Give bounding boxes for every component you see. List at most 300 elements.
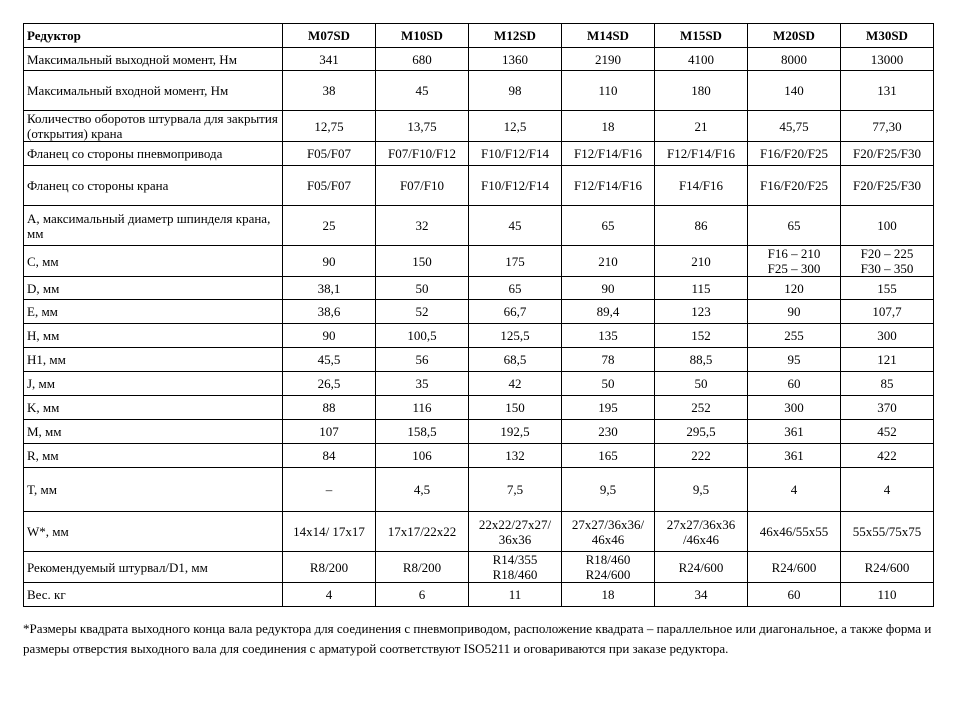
- table-body: [24, 48, 934, 607]
- cell-text: 38: [322, 83, 336, 98]
- row-label: Фланец со стороны крана: [24, 166, 283, 206]
- cell-text: 107,7: [872, 304, 902, 319]
- cell-text: 152: [691, 328, 711, 343]
- table-row: [24, 166, 934, 206]
- table-row: [24, 71, 934, 111]
- header-model: M07SD: [283, 24, 376, 48]
- row-label: H, мм: [24, 324, 283, 348]
- table-row: [24, 48, 934, 71]
- table-cell: [841, 396, 934, 420]
- table-cell: [562, 246, 655, 277]
- cell-text: 115: [691, 280, 711, 296]
- cell-text: 4100: [688, 51, 714, 67]
- cell-text: 6: [418, 587, 426, 602]
- cell-text: 422: [877, 448, 897, 463]
- cell-text: 60: [787, 587, 801, 602]
- cell-text: 175: [505, 253, 525, 269]
- row-label: W*, мм: [24, 512, 283, 552]
- table-cell: [655, 246, 748, 277]
- cell-text: R24/600: [585, 567, 631, 582]
- cell-text: 65: [508, 280, 522, 296]
- cell-text: 192,5: [500, 424, 530, 439]
- cell-text: 135: [598, 328, 618, 343]
- header-model: M20SD: [748, 24, 841, 48]
- cell-text: R18/460: [492, 567, 538, 582]
- table-row: [24, 420, 934, 444]
- cell-text: 18: [601, 587, 615, 602]
- cell-text: 165: [598, 448, 618, 463]
- table-cell: [841, 277, 934, 300]
- table-cell: [655, 396, 748, 420]
- table-cell: [376, 324, 469, 348]
- cell-text: 88,5: [689, 352, 713, 367]
- table-cell: [655, 420, 748, 444]
- table-cell: [562, 512, 655, 552]
- cell-text: 13,75: [407, 118, 437, 134]
- cell-text: 17x17/22x22: [387, 524, 457, 539]
- cell-text: –: [325, 482, 333, 497]
- table-cell: [748, 512, 841, 552]
- cell-text: 131: [877, 83, 897, 98]
- cell-text: 120: [784, 280, 804, 296]
- table-cell: [748, 246, 841, 277]
- cell-text: F07/F10/F12: [388, 146, 456, 161]
- cell-text: 14x14/ 17x17: [293, 524, 365, 539]
- table-cell: [748, 552, 841, 583]
- cell-text: F25 – 300: [767, 261, 821, 276]
- table-cell: [283, 552, 376, 583]
- cell-text: 90: [601, 280, 615, 296]
- row-label: T, мм: [24, 468, 283, 512]
- table-cell: [283, 444, 376, 468]
- table-cell: [283, 372, 376, 396]
- cell-text: 116: [412, 400, 432, 415]
- cell-text: F16 – 210: [767, 246, 821, 261]
- cell-text: 110: [877, 587, 897, 602]
- cell-text: 4: [883, 482, 891, 497]
- table-cell: [655, 468, 748, 512]
- cell-text: R8/200: [309, 559, 349, 575]
- cell-text: F16/F20/F25: [760, 146, 828, 161]
- table-cell: [841, 300, 934, 324]
- table-cell: [562, 206, 655, 246]
- cell-text: 230: [598, 424, 618, 439]
- cell-text: 150: [412, 253, 432, 269]
- table-cell: [655, 111, 748, 142]
- table-cell: [376, 348, 469, 372]
- row-label: M, мм: [24, 420, 283, 444]
- table-cell: [748, 166, 841, 206]
- table-cell: [841, 552, 934, 583]
- cell-text: 361: [784, 448, 804, 463]
- cell-text: R18/460: [585, 552, 631, 567]
- table-cell: [748, 48, 841, 71]
- table-cell: [748, 206, 841, 246]
- table-row: [24, 396, 934, 420]
- table-row: [24, 552, 934, 583]
- cell-text: 78: [601, 352, 615, 367]
- cell-text: 300: [784, 400, 804, 415]
- cell-text: 4,5: [413, 482, 431, 497]
- cell-text: R24/600: [771, 559, 817, 575]
- cell-text: 88: [322, 400, 336, 415]
- table-cell: [748, 444, 841, 468]
- table-cell: [376, 552, 469, 583]
- table-cell: [841, 372, 934, 396]
- row-label: D, мм: [24, 277, 283, 300]
- table-cell: [655, 142, 748, 166]
- cell-text: 4: [790, 482, 798, 497]
- table-cell: [562, 444, 655, 468]
- cell-text: 55x55/75x75: [852, 524, 922, 539]
- cell-text: 38,1: [317, 280, 341, 296]
- table-cell: [562, 372, 655, 396]
- cell-text: 341: [319, 51, 339, 67]
- table-cell: [469, 142, 562, 166]
- cell-text: 110: [598, 83, 618, 98]
- table-cell: [283, 300, 376, 324]
- cell-text: 85: [880, 376, 894, 391]
- cell-text: 65: [787, 218, 801, 233]
- table-cell: [748, 348, 841, 372]
- table-cell: [283, 48, 376, 71]
- table-cell: [655, 48, 748, 71]
- table-cell: [376, 111, 469, 142]
- cell-text: 38,6: [317, 304, 341, 319]
- cell-text: 195: [598, 400, 618, 415]
- cell-text: 95: [787, 352, 801, 367]
- table-cell: [376, 583, 469, 607]
- cell-text: R24/600: [864, 559, 910, 575]
- table-cell: [376, 71, 469, 111]
- cell-text: 13000: [870, 51, 904, 67]
- table-cell: [655, 348, 748, 372]
- table-cell: [562, 552, 655, 583]
- row-label: Количество оборотов штурвала для закрытия (открытия) крана: [24, 111, 283, 142]
- table-cell: [748, 324, 841, 348]
- table-cell: [841, 444, 934, 468]
- cell-text: 7,5: [506, 482, 524, 497]
- table-row: [24, 300, 934, 324]
- cell-text: F20 – 225: [860, 246, 914, 261]
- table-cell: [283, 324, 376, 348]
- cell-text: 18: [601, 118, 615, 134]
- cell-text: F12/F14/F16: [574, 146, 642, 161]
- cell-text: F20/F25/F30: [853, 178, 921, 193]
- cell-text: R8/200: [402, 559, 442, 575]
- table-cell: [376, 300, 469, 324]
- cell-text: 2190: [595, 51, 621, 67]
- table-cell: [655, 206, 748, 246]
- table-cell: [469, 420, 562, 444]
- row-label: K, мм: [24, 396, 283, 420]
- table-cell: [469, 48, 562, 71]
- table-cell: [283, 512, 376, 552]
- table-cell: [283, 246, 376, 277]
- table-cell: [283, 396, 376, 420]
- table-cell: [469, 348, 562, 372]
- cell-text: 158,5: [407, 424, 437, 439]
- table-cell: [283, 111, 376, 142]
- table-cell: [655, 300, 748, 324]
- header-model: M14SD: [562, 24, 655, 48]
- cell-text: F12/F14/F16: [667, 146, 735, 161]
- cell-text: F05/F07: [306, 146, 352, 161]
- table-row: [24, 142, 934, 166]
- table-cell: [562, 300, 655, 324]
- table-cell: [469, 166, 562, 206]
- cell-text: 21: [694, 118, 708, 134]
- cell-text: 98: [508, 83, 522, 98]
- table-cell: [841, 583, 934, 607]
- cell-text: 35: [415, 376, 429, 391]
- table-header-row: [24, 24, 934, 48]
- table-cell: [748, 277, 841, 300]
- table-row: [24, 348, 934, 372]
- table-cell: [562, 71, 655, 111]
- table-cell: [469, 512, 562, 552]
- table-cell: [562, 142, 655, 166]
- table-cell: [562, 277, 655, 300]
- table-row: [24, 583, 934, 607]
- table-cell: [283, 348, 376, 372]
- table-cell: [469, 552, 562, 583]
- table-cell: [562, 166, 655, 206]
- cell-text: 106: [412, 448, 432, 463]
- table-cell: [841, 166, 934, 206]
- table-cell: [748, 372, 841, 396]
- row-label: J, мм: [24, 372, 283, 396]
- table-cell: [469, 246, 562, 277]
- cell-text: 50: [694, 376, 708, 391]
- cell-text: F10/F12/F14: [481, 178, 549, 193]
- header-model: M10SD: [376, 24, 469, 48]
- cell-text: 34: [694, 587, 708, 602]
- table-cell: [283, 206, 376, 246]
- cell-text: F12/F14/F16: [574, 178, 642, 193]
- table-cell: [748, 111, 841, 142]
- cell-text: F05/F07: [306, 178, 352, 193]
- table-cell: [655, 71, 748, 111]
- cell-text: 27x27/36x36: [666, 516, 736, 532]
- cell-text: 46x46/55x55: [759, 524, 829, 539]
- cell-text: 65: [601, 218, 615, 233]
- cell-text: 12,5: [503, 118, 527, 134]
- cell-text: 140: [784, 83, 804, 98]
- cell-text: 45: [508, 218, 522, 233]
- cell-text: 32: [415, 218, 429, 233]
- table-cell: [841, 420, 934, 444]
- table-row: [24, 444, 934, 468]
- table-cell: [469, 71, 562, 111]
- cell-text: 90: [787, 304, 801, 319]
- cell-text: 9,5: [599, 482, 617, 497]
- table-row: [24, 512, 934, 552]
- table-cell: [841, 468, 934, 512]
- table-cell: [562, 111, 655, 142]
- cell-text: 680: [412, 51, 432, 67]
- row-label: Фланец со стороны пневмопривода: [24, 142, 283, 166]
- header-model: M15SD: [655, 24, 748, 48]
- cell-text: 8000: [781, 51, 807, 67]
- cell-text: 125,5: [500, 328, 530, 343]
- table-cell: [655, 552, 748, 583]
- table-cell: [655, 512, 748, 552]
- cell-text: 45: [415, 83, 429, 98]
- table-cell: [841, 348, 934, 372]
- cell-text: 150: [505, 400, 525, 415]
- row-label: R, мм: [24, 444, 283, 468]
- table-cell: [469, 277, 562, 300]
- cell-text: 26,5: [317, 376, 341, 391]
- cell-text: 66,7: [503, 304, 527, 319]
- cell-text: 45,75: [779, 118, 809, 134]
- table-row: [24, 277, 934, 300]
- table-cell: [376, 48, 469, 71]
- table-row: [24, 111, 934, 142]
- cell-text: R24/600: [678, 559, 724, 575]
- table-cell: [376, 372, 469, 396]
- table-cell: [748, 142, 841, 166]
- table-cell: [283, 583, 376, 607]
- cell-text: 252: [691, 400, 711, 415]
- row-label: Вес. кг: [24, 583, 283, 607]
- table-cell: [469, 372, 562, 396]
- table-cell: [562, 468, 655, 512]
- table-cell: [376, 512, 469, 552]
- table-cell: [469, 396, 562, 420]
- row-label: С, мм: [24, 246, 283, 277]
- table-cell: [469, 324, 562, 348]
- table-row: [24, 246, 934, 277]
- cell-text: 77,30: [872, 118, 902, 134]
- table-row: [24, 206, 934, 246]
- table-cell: [376, 468, 469, 512]
- table-cell: [562, 324, 655, 348]
- table-row: [24, 468, 934, 512]
- cell-text: /46x46: [682, 531, 720, 547]
- row-label: E, мм: [24, 300, 283, 324]
- table-cell: [841, 246, 934, 277]
- table-cell: [469, 206, 562, 246]
- table-cell: [283, 71, 376, 111]
- cell-text: 222: [691, 448, 711, 463]
- table-cell: [748, 468, 841, 512]
- table-cell: [562, 583, 655, 607]
- cell-text: R14/355: [492, 552, 538, 567]
- table-cell: [469, 444, 562, 468]
- cell-text: 452: [877, 424, 897, 439]
- table-cell: [283, 420, 376, 444]
- cell-text: 22x22/27x27/: [478, 516, 552, 532]
- table-cell: [748, 420, 841, 444]
- row-label: Максимальный входной момент, Нм: [24, 71, 283, 111]
- header-model: M12SD: [469, 24, 562, 48]
- footnote: *Размеры квадрата выходного конца вала редуктора для соединения с пневмоприводом, расположение квадрата – параллельное или диагональное, а также форма и размеры отверстия выходного вала для соединения с арматурой соответствуют ISO5211 и оговариваются при заказе редуктора.: [23, 621, 932, 656]
- table-cell: [841, 206, 934, 246]
- cell-text: 42: [508, 376, 522, 391]
- spec-table-container: [23, 23, 933, 607]
- cell-text: 46x46: [591, 531, 625, 547]
- table-cell: [469, 300, 562, 324]
- cell-text: 36x36: [498, 531, 532, 547]
- cell-text: 300: [877, 328, 897, 343]
- table-cell: [376, 396, 469, 420]
- table-cell: [283, 468, 376, 512]
- table-row: [24, 324, 934, 348]
- cell-text: 90: [322, 253, 336, 269]
- table-cell: [562, 420, 655, 444]
- gearbox-spec-table: [23, 23, 934, 607]
- cell-text: 25: [322, 218, 336, 233]
- cell-text: 1360: [502, 51, 528, 67]
- table-cell: [655, 583, 748, 607]
- table-cell: [655, 444, 748, 468]
- cell-text: 4: [325, 587, 333, 602]
- table-cell: [376, 420, 469, 444]
- table-cell: [376, 277, 469, 300]
- table-cell: [748, 583, 841, 607]
- cell-text: F30 – 350: [860, 261, 914, 276]
- table-cell: [376, 246, 469, 277]
- cell-text: 255: [784, 328, 804, 343]
- cell-text: 12,75: [314, 118, 344, 134]
- table-cell: [841, 142, 934, 166]
- table-cell: [841, 512, 934, 552]
- table-cell: [748, 71, 841, 111]
- cell-text: 60: [787, 376, 801, 391]
- cell-text: 121: [877, 352, 897, 367]
- table-row: [24, 372, 934, 396]
- table-cell: [283, 277, 376, 300]
- cell-text: 45,5: [317, 352, 341, 367]
- cell-text: 90: [322, 328, 336, 343]
- table-cell: [841, 324, 934, 348]
- cell-text: 107: [319, 424, 339, 439]
- cell-text: F10/F12/F14: [481, 146, 549, 161]
- table-cell: [376, 166, 469, 206]
- cell-text: 89,4: [596, 304, 620, 319]
- cell-text: 86: [694, 218, 708, 233]
- row-label: Рекомендуемый штурвал/D1, мм: [24, 552, 283, 583]
- cell-text: 27x27/36x36/: [571, 516, 645, 532]
- cell-text: 123: [691, 304, 711, 319]
- row-label: А, максимальный диаметр шпинделя крана, мм: [24, 206, 283, 246]
- row-label: H1, мм: [24, 348, 283, 372]
- header-label: Редуктор: [24, 24, 283, 48]
- table-cell: [655, 166, 748, 206]
- cell-text: 11: [508, 587, 522, 602]
- table-cell: [283, 166, 376, 206]
- cell-text: 9,5: [692, 482, 710, 497]
- cell-text: 56: [415, 352, 429, 367]
- table-cell: [562, 396, 655, 420]
- cell-text: 155: [877, 280, 897, 296]
- cell-text: 68,5: [503, 352, 527, 367]
- cell-text: 52: [415, 304, 429, 319]
- cell-text: 210: [691, 253, 711, 269]
- cell-text: 84: [322, 448, 336, 463]
- table-cell: [469, 468, 562, 512]
- table-cell: [841, 111, 934, 142]
- table-cell: [655, 277, 748, 300]
- cell-text: 100,5: [407, 328, 437, 343]
- cell-text: 370: [877, 400, 897, 415]
- table-cell: [469, 583, 562, 607]
- header-model: M30SD: [841, 24, 934, 48]
- cell-text: F20/F25/F30: [853, 146, 921, 161]
- table-cell: [562, 348, 655, 372]
